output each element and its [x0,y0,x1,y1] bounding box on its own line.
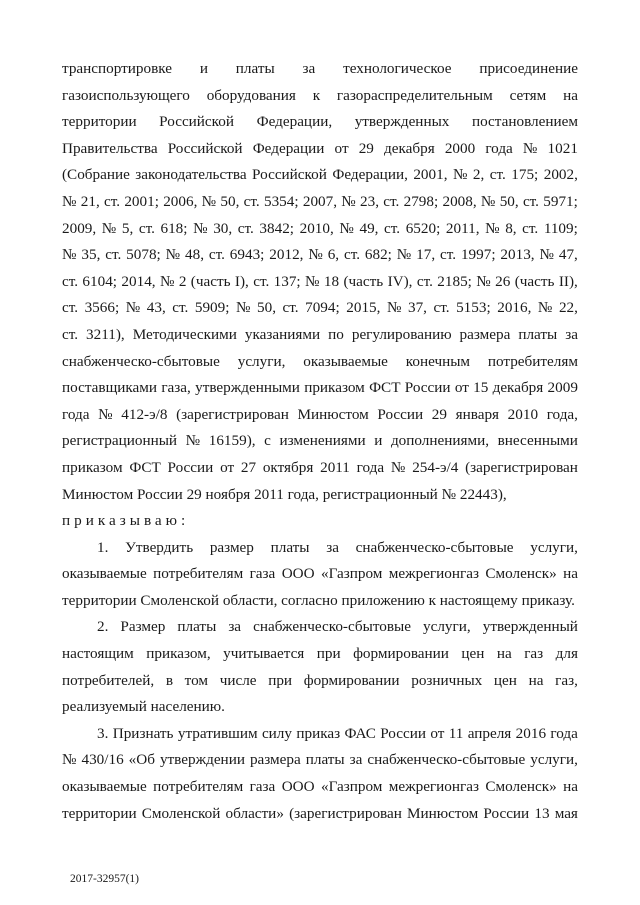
word: размера [249,751,301,769]
word: «Об [128,751,155,769]
word: числе [219,671,257,689]
document-line [62,747,578,774]
word: 13 [534,804,550,822]
word: ст. [383,192,400,210]
word: внесенными [497,432,578,450]
word: ст. [384,219,401,237]
word: 50, [220,192,240,210]
word: года, [546,405,578,423]
word: формировании [353,645,449,663]
document-line [62,375,578,402]
word: настоящим [62,645,134,663]
word: потребителям [153,778,244,796]
word: 3211), [86,325,125,343]
word: 2013, [500,246,535,264]
word: № [341,192,356,210]
word: регулированию [351,325,452,343]
word: ст. [522,192,539,210]
word: технологическое [343,60,452,77]
word: № [522,139,538,157]
word: № [480,192,496,210]
word: услуги, [530,538,578,556]
word: 22, [558,299,578,317]
word: № [390,458,406,476]
document-line [62,295,578,322]
word: января [455,405,500,423]
word: 1109; [543,219,578,237]
word: от [430,724,445,742]
word: 50, [257,299,276,317]
word: 17, [416,246,436,264]
word: декабря [492,379,544,397]
word: 2009 [547,379,578,397]
word: ФАС [344,724,376,742]
word: газа [249,565,276,583]
document-line [62,535,578,562]
word: ФСТ [129,458,161,476]
word: 2. [97,618,109,636]
word: ст. [62,272,79,290]
word: 50, [499,192,519,210]
word: в [165,671,173,689]
word: 47, [558,246,578,264]
word: транспортировке [62,60,173,77]
word: № [339,219,354,237]
word: 2006, [163,192,198,210]
word: № [165,246,181,264]
word: года [62,405,90,423]
word: постановлением [471,113,578,131]
word: том [184,671,209,689]
document-body [62,56,578,827]
word: учитывается [223,645,305,663]
word: 682; [364,246,392,264]
word: № [98,405,113,423]
word: № [62,751,77,769]
word: газа [249,778,276,796]
word: на [563,86,578,104]
word: для [555,645,578,663]
word: № [235,299,251,317]
word: размера [459,325,511,343]
word: ст. [282,299,299,317]
word: ст. [440,246,457,264]
word: от [454,379,469,397]
word: года [356,458,385,476]
word: 2001, [413,166,448,184]
word: снабженческо-сбытовые [355,538,514,556]
word: снабженческо-сбытовые [62,352,220,370]
word: № [101,219,117,237]
document-line [62,136,578,163]
word: от [220,458,235,476]
word: 2, [472,166,485,184]
word: потребителей, [62,671,155,689]
document-line [62,455,578,482]
word: ст. [172,299,189,317]
word: № [476,272,491,290]
word: 26 [495,272,511,290]
word: 2008, [442,192,477,210]
word: с [264,432,271,450]
document-line [62,428,578,455]
word: газоиспользующего [62,86,190,104]
word: 48, [185,246,204,264]
word: 3842; [259,219,295,237]
word: 6520; [405,219,441,237]
word: Размер [120,618,166,636]
word: № [539,246,554,264]
word: Российской [159,113,235,131]
word: 6104; [82,272,118,290]
word: за [565,325,578,343]
word: Федерации [252,139,325,157]
word: ООО [281,778,315,796]
word: ст. [208,246,225,264]
word: России [380,724,426,742]
word: 2009, [62,219,97,237]
word: законодательства [135,166,247,184]
document-line [62,322,578,349]
document-line: Минюстом России 29 ноября 2011 года, регистрационный № 22443), [62,485,507,503]
word: оборудования [206,86,296,104]
word: 7094; [305,299,340,317]
word: Смоленской [141,804,221,822]
word: 29 [431,405,447,423]
word: 2798; [403,192,439,210]
word: платы [270,538,310,556]
word: 49, [359,219,379,237]
word: 27 [240,458,257,476]
document-line [62,668,578,695]
word: декабря [384,139,435,157]
word: «Газпром [320,778,383,796]
word: 18 [323,272,340,290]
word: 2007, [302,192,338,210]
document-line [62,801,578,828]
word: и [199,60,208,77]
word: платы [305,751,345,769]
word: России [483,804,530,822]
word: 37, [407,299,427,317]
word: ст. [253,272,270,290]
word: Смоленск» [485,565,557,583]
word: газ, [555,671,578,689]
word: № [62,192,77,210]
word: 2016, [497,299,532,317]
document-line [62,189,578,216]
word: 2010, [299,219,334,237]
word: ст. [489,166,506,184]
word: газораспределительным [336,86,493,104]
word: № [201,192,217,210]
word: IV), [387,272,413,290]
word: 6, [327,246,340,264]
word: Методическими [132,325,237,343]
word: 3. [97,724,109,742]
word: 254-э/4 [412,458,459,476]
word: цен [461,645,485,663]
word: на [496,645,512,663]
word: ст. [138,219,155,237]
document-line [62,242,578,269]
word: 11 [448,724,464,742]
word: 5971; [543,192,578,210]
word: розничных [411,671,483,689]
word: при [268,671,293,689]
word: 2011, [445,219,480,237]
document-line: реализуемый населению. [62,698,225,716]
word: октября [262,458,314,476]
word: за [349,751,363,769]
word: утвержденных [354,113,450,131]
document-line [62,614,578,641]
word: сетям [509,86,547,104]
word: от [334,139,349,157]
word: Российской [167,139,243,157]
word: 5909; [194,299,230,317]
word: 29 [358,139,374,157]
word: № [386,299,402,317]
word: ст. [62,299,79,317]
word: на [563,778,578,796]
word: 16159), [208,432,256,450]
word: газа, [161,379,191,397]
word: (зарегистрирован [289,804,402,822]
word: 5354; [263,192,299,210]
document-number-footer: 2017-32957(1) [70,873,139,885]
word: платы [235,60,275,77]
word: 2014, [121,272,156,290]
word: межрегионгаз [388,778,479,796]
word: (часть [343,272,384,290]
document-line [62,56,578,83]
word: Федерации, [256,113,333,131]
word: ООО [281,565,315,583]
document-line [62,561,578,588]
word: ст. [343,246,361,264]
word: приказом [62,458,123,476]
word: оказываемые [62,778,147,796]
document-line [62,721,578,748]
document-line [62,349,578,376]
word: 2000 [444,139,476,157]
word: мая [554,804,578,822]
word: года [550,724,578,742]
document-line [62,162,578,189]
word: оказываемые [303,352,388,370]
word: конечным [405,352,471,370]
word: Минюстом [407,804,479,822]
word: 5078; [126,246,161,264]
word: Смоленск» [485,778,557,796]
word: 1. [97,538,109,556]
word: 3566; [84,299,120,317]
document-line [62,402,578,429]
word: платы [177,618,217,636]
word: России [167,458,214,476]
word: Федерации, [332,166,408,184]
word: приказом, [146,645,211,663]
word: межрегионгаз [388,565,479,583]
word: утверждении [159,751,245,769]
word: № [452,166,468,184]
word: 2011 [320,458,350,476]
word: 137; [273,272,301,290]
word: «Газпром [320,565,383,583]
word: услуги, [530,751,578,769]
word: Правительства [62,139,158,157]
word: (Собрание [62,166,130,184]
word: (зарегистрирован [465,458,578,476]
document-line [62,216,578,243]
word: 2015, [346,299,381,317]
word: 175; [511,166,539,184]
word: области» [225,804,284,822]
word: приказ [296,724,341,742]
word: на [563,565,578,583]
word: газ [524,645,544,663]
word: изменениями [279,432,366,450]
word: территории [62,113,137,131]
word: территории [62,804,137,822]
document-line [62,774,578,801]
word: 2012, [269,246,304,264]
word: потребителям [153,565,244,583]
word: 2 [178,272,187,290]
word: № [485,219,500,237]
word: цен [493,671,517,689]
word: оказываемые [62,565,147,583]
word: 5153; [456,299,491,317]
word: России [377,405,424,423]
document-line [62,641,578,668]
word: Минюстом [297,405,369,423]
word: потребителям [487,352,578,370]
word: дополнениями, [390,432,490,450]
word: Российской [252,166,327,184]
word: к [312,86,321,104]
word: 5, [121,219,134,237]
word: 1021 [547,139,578,157]
word: № [396,246,412,264]
word: ст. [105,246,122,264]
word: (зарегистрирован [176,405,289,423]
word: года [485,139,513,157]
word: на [528,671,544,689]
word: № [308,246,323,264]
word: апреля [467,724,512,742]
word: указаниями [244,325,321,343]
word: 6943; [229,246,265,264]
word: за [228,618,242,636]
word: присоединение [479,60,578,77]
word: утратившим [177,724,258,742]
word: (часть [514,272,555,290]
document-line [62,109,578,136]
word: ст. [522,219,539,237]
word: № [537,299,553,317]
word: формировании [303,671,400,689]
word: 21, [80,192,100,210]
word: Признать [112,724,174,742]
word: 618; [160,219,188,237]
word: ст. [237,219,254,237]
word: № [305,272,320,290]
word: утвержденными [195,379,300,397]
word: и [374,432,383,450]
word: 412-э/8 [121,405,168,423]
word: 2016 [515,724,547,742]
word: ст. [416,272,433,290]
word: снабженческо-сбытовые [253,618,411,636]
word: 2002, [543,166,578,184]
word: по [328,325,344,343]
word: 1997; [460,246,496,264]
word: ст. [433,299,450,317]
word: Утвердить [125,538,194,556]
word: ФСТ [369,379,401,397]
word: 30, [213,219,233,237]
document-line [62,269,578,296]
word: I), [234,272,249,290]
word: за [302,60,316,77]
word: регистрационный [62,432,178,450]
word: при [316,645,341,663]
word: ст. [62,325,79,343]
document-line: приказываю: [62,512,190,530]
word: 2185; [437,272,472,290]
word: приказом [304,379,365,397]
word: № [62,246,77,264]
word: (часть [190,272,231,290]
word: II), [558,272,578,290]
word: № [125,299,141,317]
word: 2001; [124,192,159,210]
word: 8, [505,219,517,237]
word: 2010 [507,405,539,423]
word: снабженческо-сбытовые [367,751,526,769]
word: утвержденный [482,618,578,636]
word: 43, [146,299,166,317]
word: за [326,538,339,556]
document-line [62,83,578,110]
word: № [185,432,201,450]
word: № [193,219,208,237]
word: 35, [81,246,101,264]
word: ст. [243,192,260,210]
word: поставщиками [62,379,158,397]
word: России [404,379,451,397]
word: услуги, [237,352,286,370]
word: 23, [360,192,380,210]
word: 430/16 [81,751,124,769]
word: ст. [104,192,121,210]
word: услуги, [423,618,471,636]
word: 15 [473,379,489,397]
word: размер [209,538,254,556]
word: силу [261,724,292,742]
word: № [159,272,175,290]
document-line: территории Смоленской области, согласно приложению к настоящему приказу. [62,591,575,609]
word: платы [518,325,558,343]
